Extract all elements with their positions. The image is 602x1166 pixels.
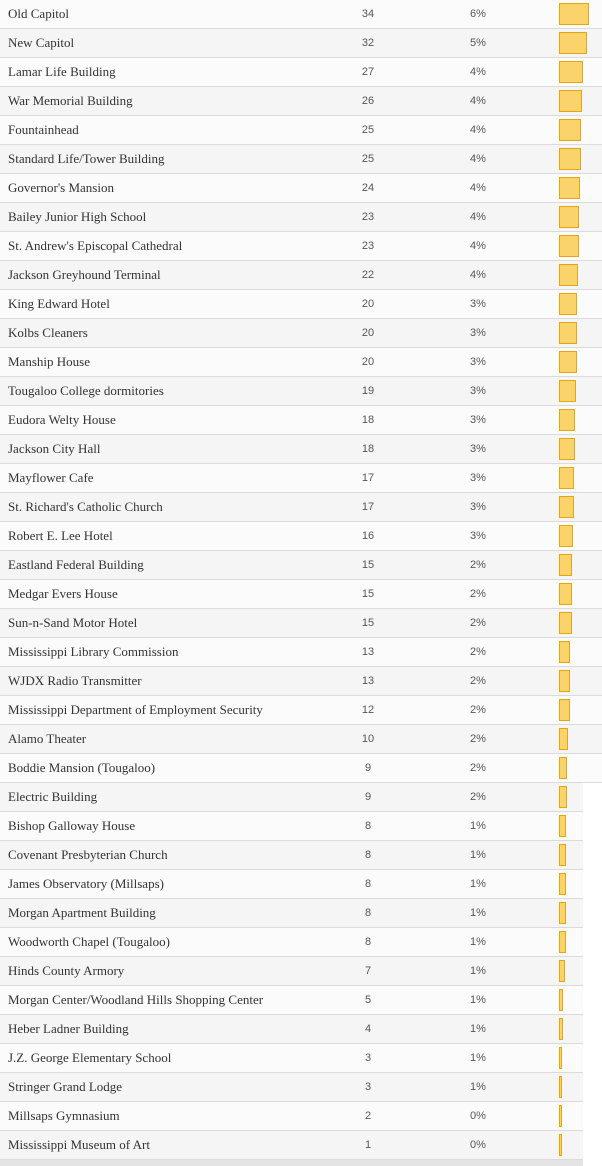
- row-count: 2: [364, 1110, 372, 1122]
- table-row: [0, 348, 602, 377]
- row-percent: 3%: [470, 443, 486, 455]
- row-count: 20: [361, 356, 375, 368]
- row-bar: [559, 3, 589, 25]
- row-label: Hinds County Armory: [8, 963, 125, 978]
- table-row: [0, 145, 602, 174]
- row-count: 24: [361, 182, 375, 194]
- row-bar: [559, 786, 567, 808]
- row-label: Morgan Center/Woodland Hills Shopping Center: [8, 992, 264, 1007]
- row-count: 17: [361, 501, 375, 513]
- row-count: 15: [361, 588, 375, 600]
- row-bar: [559, 612, 572, 634]
- table-row: [0, 1044, 583, 1073]
- row-percent: 1%: [470, 965, 486, 977]
- table-row: [0, 232, 602, 261]
- row-label: Sun-n-Sand Motor Hotel: [8, 615, 138, 630]
- table-row: [0, 667, 602, 696]
- row-label: Kolbs Cleaners: [8, 325, 88, 340]
- row-label: Fountainhead: [8, 122, 79, 137]
- row-count: 8: [364, 820, 372, 832]
- row-label: Alamo Theater: [8, 731, 87, 746]
- row-label: Manship House: [8, 354, 90, 369]
- row-bar: [559, 409, 575, 431]
- table-row: [0, 174, 602, 203]
- row-label: Medgar Evers House: [8, 586, 118, 601]
- row-label: St. Andrew's Episcopal Cathedral: [8, 238, 183, 253]
- table-row: [0, 928, 583, 957]
- row-percent: 2%: [470, 762, 486, 774]
- row-label: Bishop Galloway House: [8, 818, 136, 833]
- row-bar: [559, 206, 579, 228]
- row-label: Lamar Life Building: [8, 64, 116, 79]
- row-bar: [559, 380, 576, 402]
- row-bar: [559, 351, 577, 373]
- row-label: St. Richard's Catholic Church: [8, 499, 163, 514]
- row-bar: [559, 1047, 562, 1069]
- row-count: 3: [364, 1052, 372, 1064]
- table-row: [0, 754, 602, 783]
- row-count: 15: [361, 559, 375, 571]
- row-label: Heber Ladner Building: [8, 1021, 129, 1036]
- table-row: [0, 957, 583, 986]
- row-bar: [559, 438, 575, 460]
- table-row: [0, 58, 602, 87]
- row-label: Governor's Mansion: [8, 180, 114, 195]
- row-percent: 2%: [470, 675, 486, 687]
- row-percent: 3%: [470, 298, 486, 310]
- table-row: [0, 116, 602, 145]
- row-label: King Edward Hotel: [8, 296, 110, 311]
- row-count: 4: [364, 1023, 372, 1035]
- table-row: [0, 29, 602, 58]
- row-percent: 4%: [470, 182, 486, 194]
- row-percent: 1%: [470, 907, 486, 919]
- row-label: Mississippi Museum of Art: [8, 1137, 150, 1152]
- row-percent: 4%: [470, 240, 486, 252]
- row-bar: [559, 293, 577, 315]
- row-bar: [559, 467, 574, 489]
- row-count: 10: [361, 733, 375, 745]
- row-bar: [559, 322, 577, 344]
- row-label: New Capitol: [8, 35, 75, 50]
- row-percent: 1%: [470, 878, 486, 890]
- row-label: Standard Life/Tower Building: [8, 151, 165, 166]
- row-label: Jackson Greyhound Terminal: [8, 267, 161, 282]
- row-percent: 2%: [470, 617, 486, 629]
- row-bar: [559, 1105, 562, 1127]
- table-row: [0, 986, 583, 1015]
- table-row: [0, 435, 602, 464]
- row-bar: [559, 90, 582, 112]
- table-row: [0, 493, 602, 522]
- row-percent: 2%: [470, 791, 486, 803]
- row-percent: 1%: [470, 1052, 486, 1064]
- row-count: 20: [361, 327, 375, 339]
- row-bar: [559, 1134, 562, 1156]
- row-count: 13: [361, 646, 375, 658]
- table-row: [0, 406, 602, 435]
- row-percent: 4%: [470, 124, 486, 136]
- row-count: 27: [361, 66, 375, 78]
- row-percent: 3%: [470, 414, 486, 426]
- row-bar: [559, 148, 581, 170]
- row-percent: 2%: [470, 704, 486, 716]
- row-count: 23: [361, 211, 375, 223]
- row-label: Robert E. Lee Hotel: [8, 528, 113, 543]
- row-label: Millsaps Gymnasium: [8, 1108, 120, 1123]
- row-label: Stringer Grand Lodge: [8, 1079, 123, 1094]
- row-bar: [559, 699, 570, 721]
- row-bar: [559, 873, 566, 895]
- row-count: 22: [361, 269, 375, 281]
- row-percent: 1%: [470, 1023, 486, 1035]
- row-bar: [559, 264, 578, 286]
- row-percent: 0%: [470, 1139, 486, 1151]
- row-count: 13: [361, 675, 375, 687]
- row-percent: 3%: [470, 472, 486, 484]
- row-percent: 3%: [470, 530, 486, 542]
- row-label: WJDX Radio Transmitter: [8, 673, 142, 688]
- table-row: [0, 0, 602, 29]
- row-percent: 4%: [470, 269, 486, 281]
- row-label: Eudora Welty House: [8, 412, 116, 427]
- row-bar: [559, 960, 565, 982]
- table-row: [0, 464, 602, 493]
- row-count: 25: [361, 153, 375, 165]
- row-label: J.Z. George Elementary School: [8, 1050, 172, 1065]
- row-percent: 0%: [470, 1110, 486, 1122]
- row-count: 9: [364, 762, 372, 774]
- row-bar: [559, 1076, 562, 1098]
- row-bar: [559, 1018, 563, 1040]
- row-label: Tougaloo College dormitories: [8, 383, 164, 398]
- row-label: Woodworth Chapel (Tougaloo): [8, 934, 170, 949]
- row-count: 16: [361, 530, 375, 542]
- row-count: 5: [364, 994, 372, 1006]
- row-percent: 1%: [470, 936, 486, 948]
- row-percent: 3%: [470, 385, 486, 397]
- row-percent: 1%: [470, 820, 486, 832]
- table-row: [0, 638, 602, 667]
- row-label: Boddie Mansion (Tougaloo): [8, 760, 156, 775]
- row-count: 32: [361, 37, 375, 49]
- table-row: [0, 812, 583, 841]
- row-bar: [559, 728, 568, 750]
- row-bar: [559, 844, 566, 866]
- table-row: [0, 551, 602, 580]
- row-bar: [559, 757, 567, 779]
- row-count: 3: [364, 1081, 372, 1093]
- table-row: [0, 870, 583, 899]
- row-count: 34: [361, 8, 375, 20]
- row-bar: [559, 61, 583, 83]
- row-count: 8: [364, 849, 372, 861]
- table-row: [0, 319, 602, 348]
- row-bar: [559, 641, 570, 663]
- row-bar: [559, 989, 563, 1011]
- row-bar: [559, 177, 580, 199]
- table-row: [0, 1102, 583, 1131]
- row-percent: 1%: [470, 994, 486, 1006]
- row-percent: 3%: [470, 327, 486, 339]
- table-row: [0, 1015, 583, 1044]
- table-row: [0, 696, 602, 725]
- row-label: Electric Building: [8, 789, 98, 804]
- row-count: 8: [364, 907, 372, 919]
- row-percent: 5%: [470, 37, 486, 49]
- row-percent: 4%: [470, 211, 486, 223]
- row-label: Mississippi Department of Employment Security: [8, 702, 263, 717]
- row-label: Jackson City Hall: [8, 441, 101, 456]
- row-count: 19: [361, 385, 375, 397]
- row-count: 20: [361, 298, 375, 310]
- row-count: 8: [364, 936, 372, 948]
- row-bar: [559, 235, 579, 257]
- row-label: Mississippi Library Commission: [8, 644, 179, 659]
- table-row: [0, 87, 602, 116]
- row-count: 23: [361, 240, 375, 252]
- row-label: Covenant Presbyterian Church: [8, 847, 168, 862]
- row-bar: [559, 554, 572, 576]
- table-row: [0, 841, 583, 870]
- row-label: Morgan Apartment Building: [8, 905, 156, 920]
- row-percent: 3%: [470, 356, 486, 368]
- table-row: [0, 261, 602, 290]
- row-percent: 4%: [470, 66, 486, 78]
- row-label: Old Capitol: [8, 6, 70, 21]
- row-count: 1: [364, 1139, 372, 1151]
- row-count: 15: [361, 617, 375, 629]
- row-bar: [559, 32, 587, 54]
- table-row: [0, 725, 602, 754]
- row-percent: 1%: [470, 849, 486, 861]
- table-row: [0, 377, 602, 406]
- row-count: 8: [364, 878, 372, 890]
- row-label: James Observatory (Millsaps): [8, 876, 164, 891]
- row-percent: 2%: [470, 646, 486, 658]
- row-bar: [559, 119, 581, 141]
- row-bar: [559, 670, 570, 692]
- row-count: 18: [361, 414, 375, 426]
- row-label: Eastland Federal Building: [8, 557, 144, 572]
- row-percent: 2%: [470, 733, 486, 745]
- row-percent: 6%: [470, 8, 486, 20]
- row-percent: 3%: [470, 501, 486, 513]
- table-row: [0, 1131, 583, 1160]
- row-count: 25: [361, 124, 375, 136]
- row-count: 26: [361, 95, 375, 107]
- row-percent: 1%: [470, 1081, 486, 1093]
- row-bar: [559, 525, 573, 547]
- row-count: 12: [361, 704, 375, 716]
- table-row: [0, 290, 602, 319]
- row-bar: [559, 583, 572, 605]
- table-row: [0, 522, 602, 551]
- table-row: [0, 899, 583, 928]
- row-percent: 2%: [470, 588, 486, 600]
- table-row: [0, 1073, 583, 1102]
- row-count: 18: [361, 443, 375, 455]
- row-label: War Memorial Building: [8, 93, 133, 108]
- row-bar: [559, 902, 566, 924]
- row-count: 9: [364, 791, 372, 803]
- table-row: [0, 580, 602, 609]
- table-row: [0, 203, 602, 232]
- row-count: 7: [364, 965, 372, 977]
- row-percent: 2%: [470, 559, 486, 571]
- row-bar: [559, 496, 574, 518]
- row-bar: [559, 815, 566, 837]
- row-count: 17: [361, 472, 375, 484]
- table-row: [0, 783, 583, 812]
- row-bar: [559, 931, 566, 953]
- footer-strip: [0, 1160, 583, 1166]
- table-row: [0, 609, 602, 638]
- row-percent: 4%: [470, 95, 486, 107]
- row-percent: 4%: [470, 153, 486, 165]
- row-label: Mayflower Cafe: [8, 470, 94, 485]
- row-label: Bailey Junior High School: [8, 209, 147, 224]
